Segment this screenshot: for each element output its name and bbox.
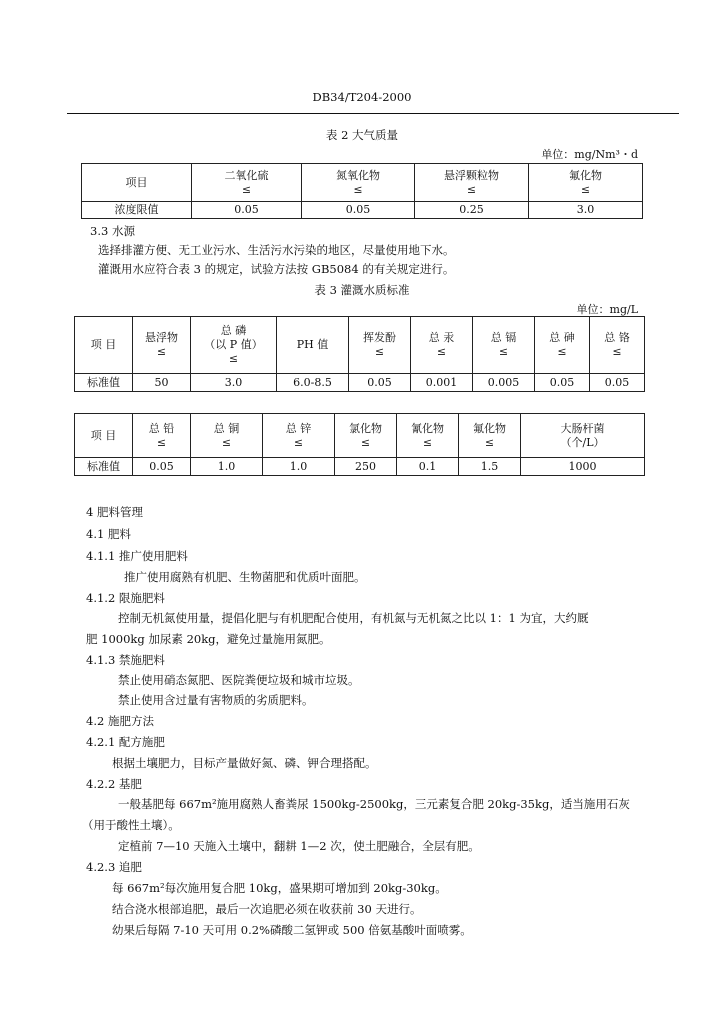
section-4-2-1-heading: 4.2.1 配方施肥 (86, 735, 165, 749)
table3-cell: 50 (133, 374, 191, 392)
table3-part1-header-row (75, 317, 645, 374)
header-text: 大肠杆菌 (560, 421, 605, 435)
section-4-2-heading: 4.2 施肥方法 (86, 714, 154, 728)
section-4-2-2-text-line2: （用于酸性土壤）。 (82, 818, 180, 832)
table3-header-suspended (133, 317, 191, 374)
header-text: 挥发酚 (363, 331, 396, 345)
le-symbol: ≤ (241, 182, 252, 196)
table2-header-particulate (415, 164, 529, 202)
le-symbol: ≤ (374, 345, 385, 358)
table3-cell: 0.05 (535, 374, 590, 392)
water-line-2: 灌溉用水应符合表 3 的规定，试验方法按 GB5084 的有关规定进行。 (98, 262, 455, 276)
table3-header-cyanide (397, 414, 459, 458)
le-symbol: ≤ (353, 182, 363, 196)
section-4-2-3-text-line2: 结合浇水根部追肥，最后一次追肥必须在收获前 30 天进行。 (112, 902, 422, 916)
section-4-1-1-text: 推广使用腐熟有机肥、生物菌肥和优质叶面肥。 (124, 570, 366, 584)
le-symbol: ≤ (221, 435, 232, 449)
section-4-2-2-text-line3: 定植前 7—10 天施入土壤中，翻耕 1—2 次，使土肥融合，全层有肥。 (118, 839, 480, 853)
section-4-2-2-text-line1: 一般基肥每 667m²施用腐熟人畜粪尿 1500kg-2500kg，三元素复合肥 20kg-35kg，适当施用石灰 (118, 797, 630, 811)
section-4-1-3-text-line2: 禁止使用含过量有害物质的劣质肥料。 (118, 693, 314, 707)
le-symbol: ≤ (360, 435, 371, 449)
table3-header-chloride (335, 414, 397, 458)
header-text: 总 磷 (220, 324, 247, 338)
table2-row-label: 浓度限值 (82, 202, 192, 219)
table3-cell: 0.05 (590, 374, 645, 392)
header-text: 总 铜 (213, 421, 240, 435)
section-4-1-2-text-line1: 控制无机氮使用量，提倡化肥与有机肥配合使用，有机氮与无机氮之比以 1：1 为宜，大约厩 (118, 611, 589, 625)
le-symbol: ≤ (156, 345, 167, 358)
table3-cell: 1.0 (191, 458, 263, 476)
header-text: 氮氧化物 (336, 168, 380, 182)
header-subtext: （以 P 值） (204, 338, 263, 352)
le-symbol: ≤ (612, 345, 622, 358)
table3-cell: 3.0 (191, 374, 277, 392)
table2-data-row (82, 202, 643, 219)
le-symbol: ≤ (466, 182, 477, 196)
table2-cell: 3.0 (529, 202, 643, 219)
header-text: 总 砷 (549, 331, 575, 345)
section-4-1-1-heading: 4.1.1 推广使用肥料 (86, 549, 188, 563)
table2-unit: 单位：mg/Nm³・d (541, 148, 638, 161)
table3-cell: 0.05 (349, 374, 411, 392)
table3-header-ecoli (521, 414, 645, 458)
table3-cell: 1.5 (459, 458, 521, 476)
table3-header-arsenic (535, 317, 590, 374)
table3-cell: 250 (335, 458, 397, 476)
table3-part2-data-row (75, 458, 645, 476)
header-text: 总 汞 (428, 331, 455, 345)
header-text: 总 镉 (490, 331, 517, 345)
le-symbol: ≤ (557, 345, 567, 358)
table2-header-row (82, 164, 643, 202)
section-4-2-3-text-line3: 幼果后每隔 7-10 天可用 0.2%磷酸二氢钾或 500 倍氨基酸叶面喷雾。 (112, 923, 472, 937)
table3-cell: 0.1 (397, 458, 459, 476)
table3-header-cadmium (473, 317, 535, 374)
header-subtext: （个/L） (560, 435, 605, 449)
table3-header-chromium (590, 317, 645, 374)
header-text: 氯化物 (349, 421, 382, 435)
header-text: 总 锌 (285, 421, 312, 435)
header-text: 氰化物 (411, 421, 444, 435)
section-4-heading: 4 肥料管理 (86, 505, 143, 519)
table2 (81, 163, 643, 219)
table3-cell: 0.001 (411, 374, 473, 392)
table3-header-lead (133, 414, 191, 458)
table2-header-fluoride (529, 164, 643, 202)
table3-header-phosphorus (191, 317, 277, 374)
header-text: 悬浮物 (145, 331, 178, 345)
table3-cell: 6.0-8.5 (277, 374, 349, 392)
water-line-1: 选择排灌方便、无工业污水、生活污水污染的地区，尽量使用地下水。 (98, 243, 455, 257)
le-symbol: ≤ (436, 345, 447, 358)
section-4-1-2-text-line2: 肥 1000kg 加尿素 20kg，避免过量施用氮肥。 (86, 632, 331, 646)
table3-item-label-2: 项 目 (75, 414, 133, 458)
table3-part2-header-row (75, 414, 645, 458)
table3-part2 (74, 413, 645, 476)
le-symbol: ≤ (484, 435, 495, 449)
le-symbol: ≤ (293, 435, 304, 449)
section-4-1-3-text-line1: 禁止使用硝态氮肥、医院粪便垃圾和城市垃圾。 (118, 673, 360, 687)
document-code: DB34/T204-2000 (312, 90, 412, 104)
table3-header-zinc (263, 414, 335, 458)
table3-caption: 表 3 灌溉水质标准 (314, 283, 410, 297)
table2-header-nox (302, 164, 415, 202)
section-4-1-3-heading: 4.1.3 禁施肥料 (86, 653, 165, 667)
section-3-3-heading: 3.3 水源 (90, 224, 135, 238)
section-4-2-1-text: 根据土壤肥力，目标产量做好氮、磷、钾合理搭配。 (112, 756, 377, 770)
table3-cell: 0.05 (133, 458, 191, 476)
table3-item-label: 项 目 (75, 317, 133, 374)
header-divider (67, 113, 679, 114)
table3-cell: 0.005 (473, 374, 535, 392)
table3-cell: 1.0 (263, 458, 335, 476)
le-symbol: ≤ (156, 435, 167, 449)
le-symbol: ≤ (580, 182, 591, 196)
table3-header-fluoride (459, 414, 521, 458)
table2-header-item: 项目 (82, 164, 192, 202)
table3-unit: 单位：mg/L (576, 303, 638, 316)
table3-header-mercury (411, 317, 473, 374)
table3-std-label-2: 标准值 (75, 458, 133, 476)
section-4-1-2-heading: 4.1.2 限施肥料 (86, 591, 165, 605)
table3-header-ph: PH 值 (277, 317, 349, 374)
table2-header-so2 (192, 164, 302, 202)
header-text: 总 铅 (148, 421, 175, 435)
table2-cell: 0.25 (415, 202, 529, 219)
table2-caption: 表 2 大气质量 (325, 128, 399, 142)
section-4-2-3-heading: 4.2.3 追肥 (86, 860, 142, 874)
table3-header-phenol (349, 317, 411, 374)
table3-part1-data-row (75, 374, 645, 392)
header-text: 总 铬 (604, 331, 630, 345)
header-text: 悬浮颗粒物 (444, 168, 499, 182)
le-symbol: ≤ (422, 435, 433, 449)
section-4-2-2-heading: 4.2.2 基肥 (86, 777, 142, 791)
table3-header-copper (191, 414, 263, 458)
table2-cell: 0.05 (302, 202, 415, 219)
table2-cell: 0.05 (192, 202, 302, 219)
table3-std-label: 标准值 (75, 374, 133, 392)
header-text: 氟化物 (569, 168, 602, 182)
header-text: 氟化物 (473, 421, 506, 435)
section-4-2-3-text-line1: 每 667m²每次施用复合肥 10kg，盛果期可增加到 20kg-30kg。 (112, 881, 447, 895)
table3-cell: 1000 (521, 458, 645, 476)
section-4-1-heading: 4.1 肥料 (86, 527, 131, 541)
le-symbol: ≤ (498, 345, 509, 358)
table3-part1 (74, 316, 645, 392)
le-symbol: ≤ (228, 351, 239, 365)
header-text: 二氧化硫 (224, 168, 269, 182)
